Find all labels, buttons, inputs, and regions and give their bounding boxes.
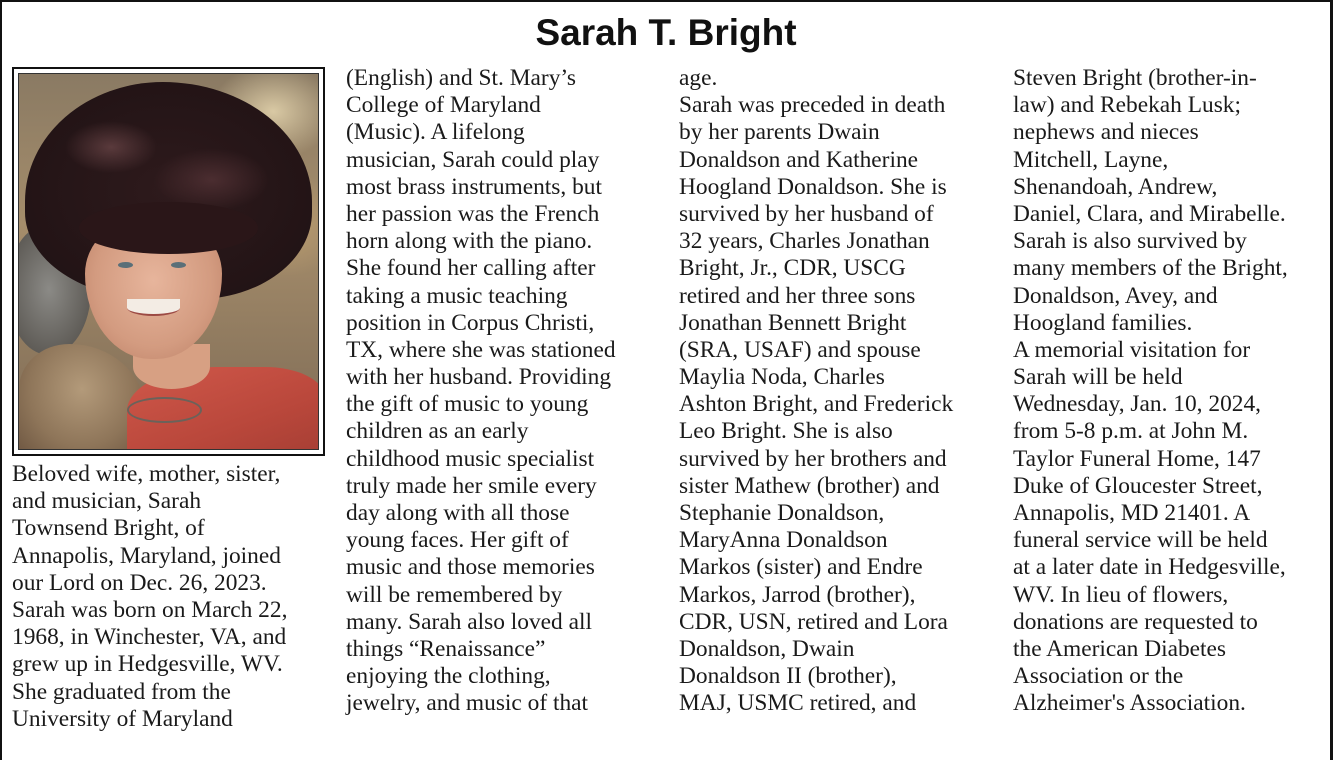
text-line: Daniel, Clara, and Mirabelle. [1013,200,1286,227]
text-line: position in Corpus Christi, [346,309,595,336]
text-line: (Music). A lifelong [346,119,525,146]
text-line: Townsend Bright, of [12,515,205,542]
text-line: children as an early [346,418,529,445]
necklace-shape [127,397,203,424]
text-line: most brass instruments, but [346,173,602,200]
text-line: with her husband. Providing [346,364,612,391]
eye-shape [171,262,186,268]
text-line: our Lord on Dec. 26, 2023. [12,569,267,596]
text-line: retired and her three sons [679,282,916,309]
text-line: CDR, USN, retired and Lora [679,608,948,635]
obituary-column-2 [346,65,616,718]
obituary-title: Sarah T. Bright [535,12,797,53]
obituary-column-1 [12,461,287,733]
text-line: College of Maryland [346,92,541,119]
text-line: Sarah was born on March 22, [12,596,288,623]
text-line: Hoogland families. [1013,309,1193,336]
text-line: Leo Bright. She is also [679,418,893,445]
text-line: (English) and St. Mary’s [346,65,576,91]
text-line: by her parents Dwain [679,119,880,146]
text-line: horn along with the piano. [346,228,593,255]
text-line: 1968, in Winchester, VA, and [12,624,287,651]
obituary-column-4 [1013,65,1288,718]
text-line: Hoogland Donaldson. She is [679,173,947,200]
text-line: sister Mathew (brother) and [679,472,940,499]
text-line: Beloved wife, mother, sister, [12,461,281,487]
text-line: MAJ, USMC retired, and [679,690,917,717]
text-line: MaryAnna Donaldson [679,527,888,554]
text-line: Donaldson, Dwain [679,635,855,662]
text-line: Association or the [1013,663,1184,690]
text-line: law) and Rebekah Lusk; [1013,92,1241,119]
text-line: truly made her smile every [346,472,597,499]
text-line: 32 years, Charles Jonathan [679,228,930,255]
text-line: the gift of music to young [346,391,589,418]
text-line: Steven Bright (brother-in- [1013,65,1257,91]
text-line: and musician, Sarah [12,488,202,515]
text-line: many. Sarah also loved all [346,608,592,635]
text-line: Bright, Jr., CDR, USCG [679,255,906,282]
text-line: Sarah will be held [1013,364,1183,391]
text-line: jewelry, and music of that [346,690,589,717]
text-line: Annapolis, Maryland, joined [12,542,281,569]
portrait-photo [18,73,319,450]
text-line: young faces. Her gift of [346,527,569,554]
text-line: nephews and nieces [1013,119,1199,146]
text-line: Markos (sister) and Endre [679,554,923,581]
text-line: Sarah was preceded in death [679,92,946,119]
text-line: at a later date in Hedgesville, [1013,554,1286,581]
text-line: (SRA, USAF) and spouse [679,336,921,363]
text-line: many members of the Bright, [1013,255,1288,282]
text-line: Taylor Funeral Home, 147 [1013,445,1261,472]
text-line: TX, where she was stationed [346,336,616,363]
portrait-photo-frame [12,67,325,456]
text-line: Maylia Noda, Charles [679,364,885,391]
text-line: taking a music teaching [346,282,568,309]
text-line: Markos, Jarrod (brother), [679,581,916,608]
smile-shape [127,299,181,316]
text-line: enjoying the clothing, [346,663,551,690]
text-line: Sarah is also survived by [1013,228,1247,255]
text-line: Donaldson, Avey, and [1013,282,1218,309]
text-line: day along with all those [346,500,570,526]
text-line: funeral service will be held [1013,527,1268,554]
text-line: age. [679,65,718,91]
text-line: from 5-8 p.m. at John M. [1013,418,1249,445]
text-line: She found her calling after [346,255,596,282]
text-line: music and those memories [346,554,595,581]
eye-shape [118,262,133,268]
fur-stole-shape [19,344,145,450]
text-line: Jonathan Bennett Bright [679,309,907,336]
obituary-column-3 [679,65,953,718]
text-line: A memorial visitation for [1013,336,1251,363]
text-line: WV. In lieu of flowers, [1013,581,1229,608]
text-line: Donaldson and Katherine [679,146,919,173]
text-line: University of Maryland [12,705,233,732]
text-line: the American Diabetes [1013,635,1227,662]
text-line: her passion was the French [346,200,600,227]
text-line: Duke of Gloucester Street, [1013,472,1263,499]
text-line: Donaldson II (brother), [679,663,897,690]
text-line: childhood music specialist [346,445,595,472]
text-line: Ashton Bright, and Frederick [679,391,954,418]
text-line: musician, Sarah could play [346,146,600,173]
hair-shape [79,202,258,255]
text-line: Alzheimer's Association. [1013,690,1246,717]
text-line: Stephanie Donaldson, [679,500,885,526]
text-line: Wednesday, Jan. 10, 2024, [1013,391,1261,418]
text-line: Mitchell, Layne, [1013,146,1169,173]
text-line: survived by her brothers and [679,445,947,472]
text-line: Shenandoah, Andrew, [1013,173,1218,200]
text-line: things “Renaissance” [346,635,546,662]
text-line: She graduated from the [12,678,231,705]
text-line: donations are requested to [1013,608,1258,635]
text-line: survived by her husband of [679,200,934,227]
text-line: will be remembered by [346,581,563,608]
text-line: Annapolis, MD 21401. A [1013,500,1251,526]
text-line: grew up in Hedgesville, WV. [12,651,283,678]
